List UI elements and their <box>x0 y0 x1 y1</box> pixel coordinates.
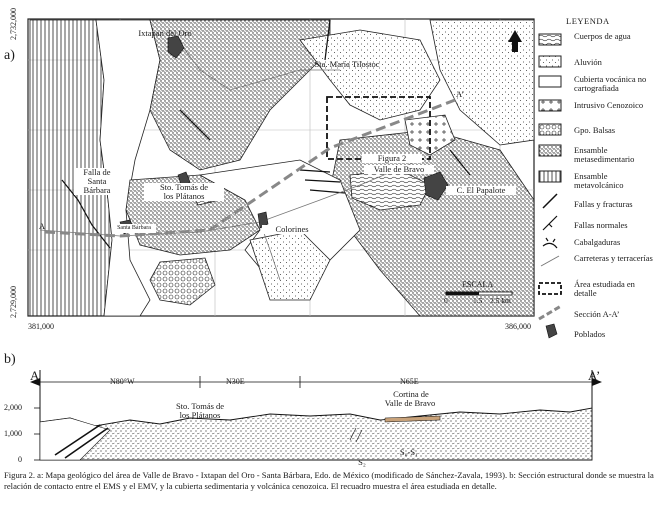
legend-item-faults: Fallas y fracturas <box>574 199 633 209</box>
label-falla-3: Bárbara <box>74 186 120 195</box>
label-colorines: Colorines <box>262 225 322 234</box>
figure-caption: Figura 2. a: Mapa geológico del área de Valle de Bravo - Ixtapan del Oro - Santa Bárbara, Edo. de México (modificado de Sánchez-Zavala, 1993). b: Sección estructural donde se muestra la relación de contacto entre el EMS y el EMV, y la cubierta sedimentaria y volcánica cenozoica. El recuadro muestra el área estudiada en detalle. <box>4 470 654 491</box>
scale-tick-0: 0 <box>444 296 448 305</box>
legend-item-intrusive: Intrusivo Cenozoico <box>574 100 644 110</box>
legend-item-study-area: Área estudiada en detalle <box>574 279 635 298</box>
legend-item-section: Sección A-A’ <box>574 309 620 319</box>
label-sta-maria: Sta. María Tilostoc <box>314 59 380 69</box>
label-valle: Valle de Bravo <box>364 165 434 174</box>
label-figura: Figura 2 <box>362 154 422 163</box>
legend-item-balsas: Gpo. Balsas <box>574 125 616 135</box>
panel-a-letter: a) <box>4 48 15 63</box>
section-end-a: A <box>30 368 40 383</box>
legend-item-water: Cuerpos de agua <box>574 31 631 41</box>
coord-bottom-right-x: 386,000 <box>505 322 531 331</box>
section-label-cortina-1: Cortina de <box>393 389 429 399</box>
label-sto-tomas-2: los Plátanos <box>144 192 224 201</box>
coord-bottom-left-x: 381,000 <box>28 322 54 331</box>
elev-0: 0 <box>18 455 22 464</box>
coord-bottom-y: 2,729,000 <box>9 286 18 318</box>
legend-item-roads: Carreteras y terracerías <box>574 253 653 263</box>
section-label-sto-tomas-1: Sto. Tomás de <box>175 401 225 411</box>
cross-section <box>0 360 658 470</box>
elev-2000: 2,000 <box>4 403 22 412</box>
coord-top-y: 2,732,000 <box>9 8 18 40</box>
label-ixtapan: Ixtapan del Oro <box>138 28 192 38</box>
label-sto-tomas-1: Sto. Tomás de <box>144 183 224 192</box>
legend-item-alluvium: Aluvión <box>574 57 602 67</box>
legend-item-volcanic-cover: Cubierta vocánica no cartografiada <box>574 74 647 93</box>
elev-1000: 1,000 <box>4 429 22 438</box>
scale-tick-2: 2.5 km <box>490 296 511 305</box>
scale-tick-1: 1.5 <box>473 296 483 305</box>
scale-bar-graphic <box>446 292 512 295</box>
bearing-3: N65E <box>400 377 419 386</box>
panel-b-letter: b) <box>4 352 16 367</box>
bearing-2: N30E <box>226 377 245 386</box>
section-label-cortina-2: Valle de Bravo <box>384 398 436 408</box>
legend-item-metavolc: Ensamble metavolcánico <box>574 171 624 190</box>
legend-item-metased: Ensamble metasedimentario <box>574 145 635 164</box>
label-falla-1: Falla de <box>74 168 120 177</box>
section-end-a-prime: A’ <box>588 368 601 383</box>
label-section-a-prime: A’ <box>455 89 465 99</box>
legend-title: LEYENDA <box>566 16 610 26</box>
label-papalote: C. El Papalote <box>446 186 516 195</box>
legend-item-normal-faults: Fallas normales <box>574 220 628 230</box>
bearing-1: N80°W <box>110 377 135 386</box>
section-profile <box>40 408 592 460</box>
legend-symbols <box>539 34 561 338</box>
section-label-s2: S₂ <box>358 457 366 467</box>
label-section-a: A <box>38 221 46 231</box>
legend-item-towns: Poblados <box>574 329 606 339</box>
label-santa-barbara-town: Santa Bárbara <box>112 224 156 233</box>
section-label-sto-tomas-2: los Plátanos <box>179 410 221 420</box>
section-label-s0s1: S₀-S₁ <box>399 447 419 457</box>
label-falla-2: Santa <box>74 177 120 186</box>
scale-title: ESCALA <box>462 280 494 289</box>
legend-item-thrusts: Cabalgaduras <box>574 237 621 247</box>
